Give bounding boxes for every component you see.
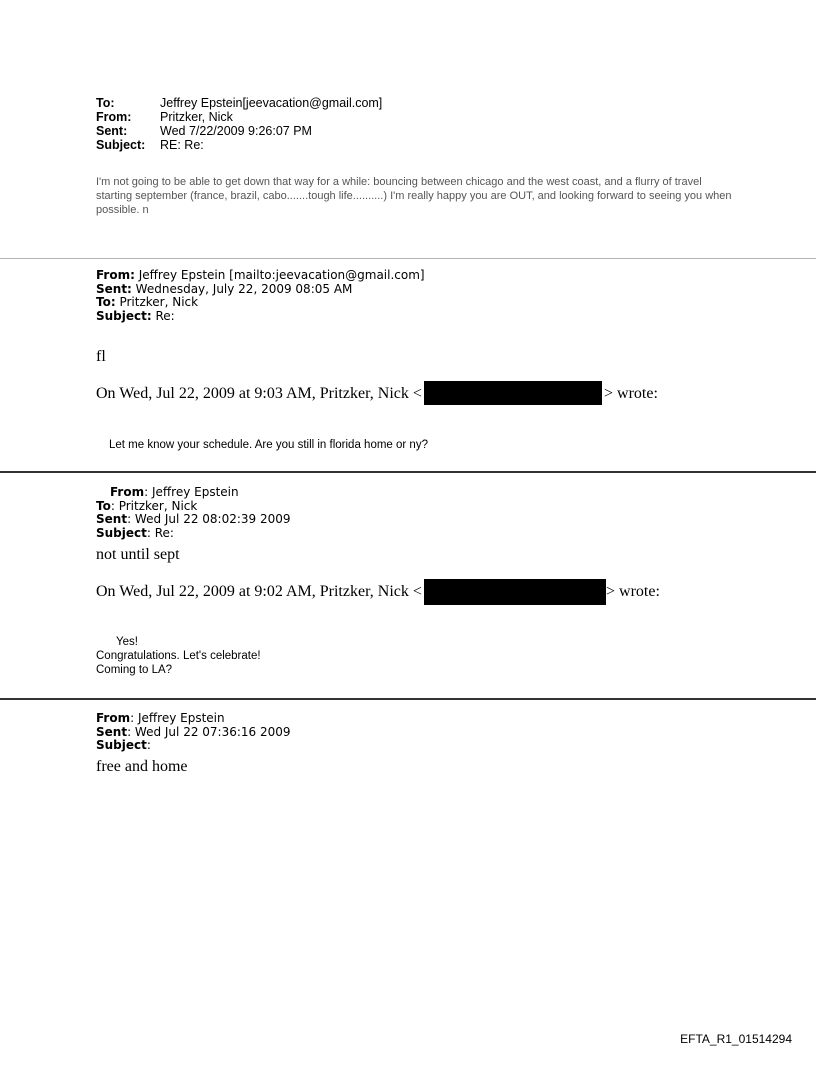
email1-to-label: To: bbox=[96, 96, 115, 110]
email1-subject-value: RE: Re: bbox=[160, 138, 204, 152]
email4-sent-value: : Wed Jul 22 07:36:16 2009 bbox=[127, 724, 291, 739]
email2-to-label: To: bbox=[96, 295, 116, 310]
email3-subject-value: : Re: bbox=[146, 525, 174, 540]
email3-to-row bbox=[96, 500, 291, 514]
email3-quoted-line-3: Coming to LA? bbox=[96, 664, 173, 676]
email4-body: free and home bbox=[96, 758, 188, 775]
email4-sent-row bbox=[96, 726, 291, 740]
email2-header bbox=[96, 269, 425, 323]
email3-quote-suffix: > wrote: bbox=[606, 583, 660, 600]
email3-sent-row bbox=[96, 513, 291, 527]
email3-header bbox=[96, 486, 291, 540]
email1-subject-row bbox=[96, 138, 382, 152]
redaction-block bbox=[424, 381, 602, 405]
email2-from-row bbox=[96, 269, 425, 283]
email2-quoted-text: Let me know your schedule. Are you still in florida home or ny? bbox=[109, 439, 428, 451]
email2-quote-suffix: > wrote: bbox=[604, 385, 658, 402]
redaction-block bbox=[424, 579, 606, 605]
email2-to-row bbox=[96, 296, 425, 310]
email3-to-value: : Pritzker, Nick bbox=[110, 498, 198, 513]
email3-subject-label: Subject bbox=[96, 525, 147, 540]
email1-to-row bbox=[96, 96, 382, 110]
email4-from-row bbox=[96, 712, 291, 726]
email3-from-label: From bbox=[110, 485, 145, 499]
email2-from-label: From: bbox=[96, 268, 135, 282]
divider-3 bbox=[0, 698, 816, 700]
email4-from-label: From bbox=[96, 711, 131, 725]
email2-sent-label: Sent: bbox=[96, 281, 132, 296]
email1-sent-row bbox=[96, 124, 382, 138]
email3-quoted-block bbox=[96, 635, 261, 677]
email2-quote-prefix: On Wed, Jul 22, 2009 at 9:03 AM, Pritzker, Nick < bbox=[96, 385, 422, 402]
email4-sent-label: Sent bbox=[96, 724, 128, 739]
email3-quote-prefix: On Wed, Jul 22, 2009 at 9:02 AM, Pritzker, Nick < bbox=[96, 583, 422, 600]
email2-subject-row bbox=[96, 310, 425, 324]
email2-sent-value: Wednesday, July 22, 2009 08:05 AM bbox=[131, 281, 353, 296]
email1-from-row bbox=[96, 110, 382, 124]
email2-subject-value: Re: bbox=[151, 308, 175, 323]
email1-header bbox=[96, 96, 382, 152]
email2-from-value: Jeffrey Epstein [mailto:jeevacation@gmail.com] bbox=[134, 268, 425, 282]
email1-from-label: From: bbox=[96, 110, 132, 124]
email2-body: fl bbox=[96, 348, 106, 365]
divider-1 bbox=[0, 258, 816, 259]
email3-to-label: To bbox=[96, 498, 111, 513]
divider-2 bbox=[0, 471, 816, 473]
email3-sent-value: : Wed Jul 22 08:02:39 2009 bbox=[127, 512, 291, 527]
email3-from-value: : Jeffrey Epstein bbox=[144, 485, 239, 499]
email4-subject-label: Subject bbox=[96, 738, 147, 753]
email1-sent-value: Wed 7/22/2009 9:26:07 PM bbox=[160, 124, 312, 138]
document-id: EFTA_R1_01514294 bbox=[680, 1032, 792, 1046]
email4-subject-value: : bbox=[146, 738, 151, 753]
email4-from-value: : Jeffrey Epstein bbox=[130, 711, 225, 725]
email2-subject-label: Subject: bbox=[96, 308, 152, 323]
email1-to-value: Jeffrey Epstein[jeevacation@gmail.com] bbox=[160, 96, 383, 110]
email3-quoted-line-1: Yes! bbox=[116, 636, 138, 648]
email2-sent-row bbox=[96, 283, 425, 297]
email4-subject-row bbox=[96, 739, 291, 753]
email4-header bbox=[96, 712, 291, 753]
email1-sent-label: Sent: bbox=[96, 124, 128, 138]
email1-body: I'm not going to be able to get down that way for a while: bouncing between chicago and the west coast, and a flurry of travel starting september (france, brazil, cabo.......tough life..........) I'm really happy you are OUT, and looking forward to seeing you when possible. n bbox=[96, 176, 732, 216]
email1-from-value: Pritzker, Nick bbox=[160, 110, 233, 124]
email3-subject-row bbox=[96, 527, 291, 541]
email3-from-row bbox=[96, 486, 291, 500]
email2-to-value: Pritzker, Nick bbox=[115, 295, 199, 310]
email3-quoted-line-2: Congratulations. Let's celebrate! bbox=[96, 650, 261, 662]
email3-sent-label: Sent bbox=[96, 512, 128, 527]
email1-subject-label: Subject: bbox=[96, 138, 146, 152]
email3-body: not until sept bbox=[96, 546, 180, 563]
